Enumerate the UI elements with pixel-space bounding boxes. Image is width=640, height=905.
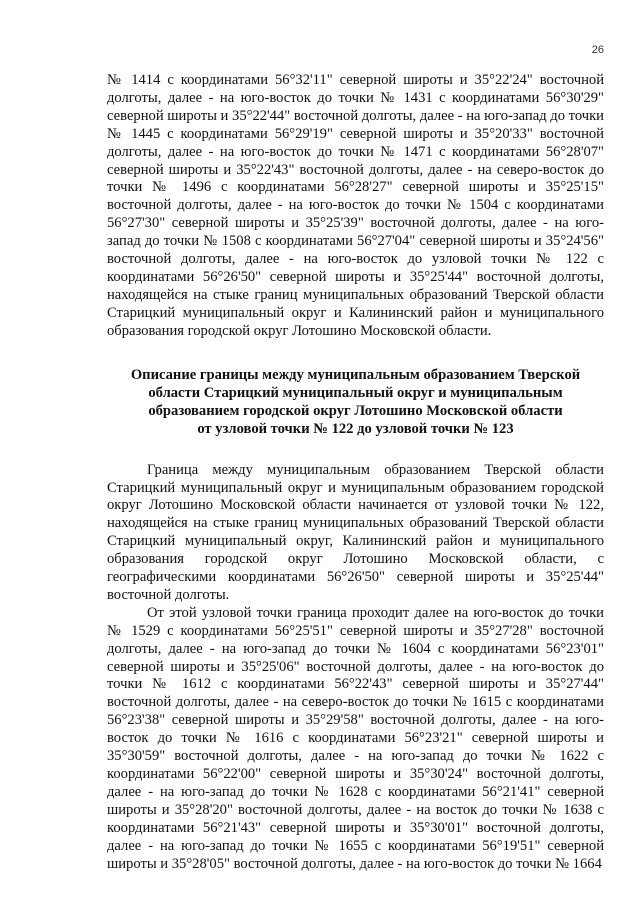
section-heading-line: Описание границы между муниципальным образованием Тверской [130,366,581,383]
section-heading-line: от узловой точки № 122 до узловой точки № 123 [197,420,514,437]
boundary-route-paragraph: От этой узловой точки граница проходит далее на юго-восток до точки № 1529 с координатами 56°25'51" северной широты и 35°27'28" восточной долготы, далее - на юго-запад до точки № 1604 с координатами 56°23'01" северной широты и 35°25'06" восточной долготы, далее - на юго-восток до точки № 1612 с координатами 56°22'43" северной широты и 35°27'44" восточной долготы, далее - на северо-восток до точки № 1615 с координатами 56°23'38" северной широты и 35°29'58" восточной долготы, далее - на юго-восток до точки № 1616 с координатами 56°23'21" северной широты и 35°30'59" восточной долготы, далее - на юго-запад до точки № 1622 с координатами 56°22'00" северной широты и 35°30'24" восточной долготы, далее - на юго-запад до точки № 1628 с координатами 56°21'41" северной широты и 35°28'20" восточной долготы, далее - на восток до точки № 1638 с координатами 56°21'43" северной широты и 35°30'01" восточной долготы, далее - на юго-запад до точки № 1655 с координатами 56°19'51" северной широты и 35°28'05" восточной долготы, далее - на юго-восток до точки № 1664 [107,604,604,872]
document-body [107,72,604,873]
section-heading-line: области Старицкий муниципальный округ и муниципальным [148,384,563,401]
section-heading [107,366,604,438]
page-number: 26 [591,44,604,56]
section-heading-line: образованием городской округ Лотошино Московской области [148,402,563,419]
boundary-start-paragraph: Граница между муниципальным образованием Тверской области Старицкий муниципальный округ и муниципальным образованием городской округ Лотошино Московской области начинается от узловой точки № 122, находящейся на стыке границ муниципальных образований Тверской области Старицкий муниципальный округ, Калининский район и муниципального образования городской округ Лотошино Московской области, с географическими координатами 56°26'50" северной широты и 35°25'44" восточной долготы. [107,461,604,603]
intro-paragraph: № 1414 с координатами 56°32'11" северной широты и 35°22'24" восточной долготы, далее - на юго-восток до точки № 1431 с координатами 56°30'29" северной широты и 35°22'44" восточной долготы, далее - на юго-запад до точки № 1445 с координатами 56°29'19" северной широты и 35°20'33" восточной долготы, далее - на юго-восток до точки № 1471 с координатами 56°28'07" северной широты и 35°22'43" восточной долготы, далее - на северо-восток до точки № 1496 с координатами 56°28'27" северной широты и 35°25'15" восточной долготы, далее - на юго-восток до точки № 1504 с координатами 56°27'30" северной широты и 35°25'39" восточной долготы, далее - на юго-запад до точки № 1508 с координатами 56°27'04" северной широты и 35°24'56" восточной долготы, далее - на юго-восток до узловой точки № 122 с координатами 56°26'50" северной широты и 35°25'44" восточной долготы, находящейся на стыке границ муниципальных образований Тверской области Старицкий муниципальный округ и Калининский район и муниципального образования городской округ Лотошино Московской области. [107,72,604,339]
